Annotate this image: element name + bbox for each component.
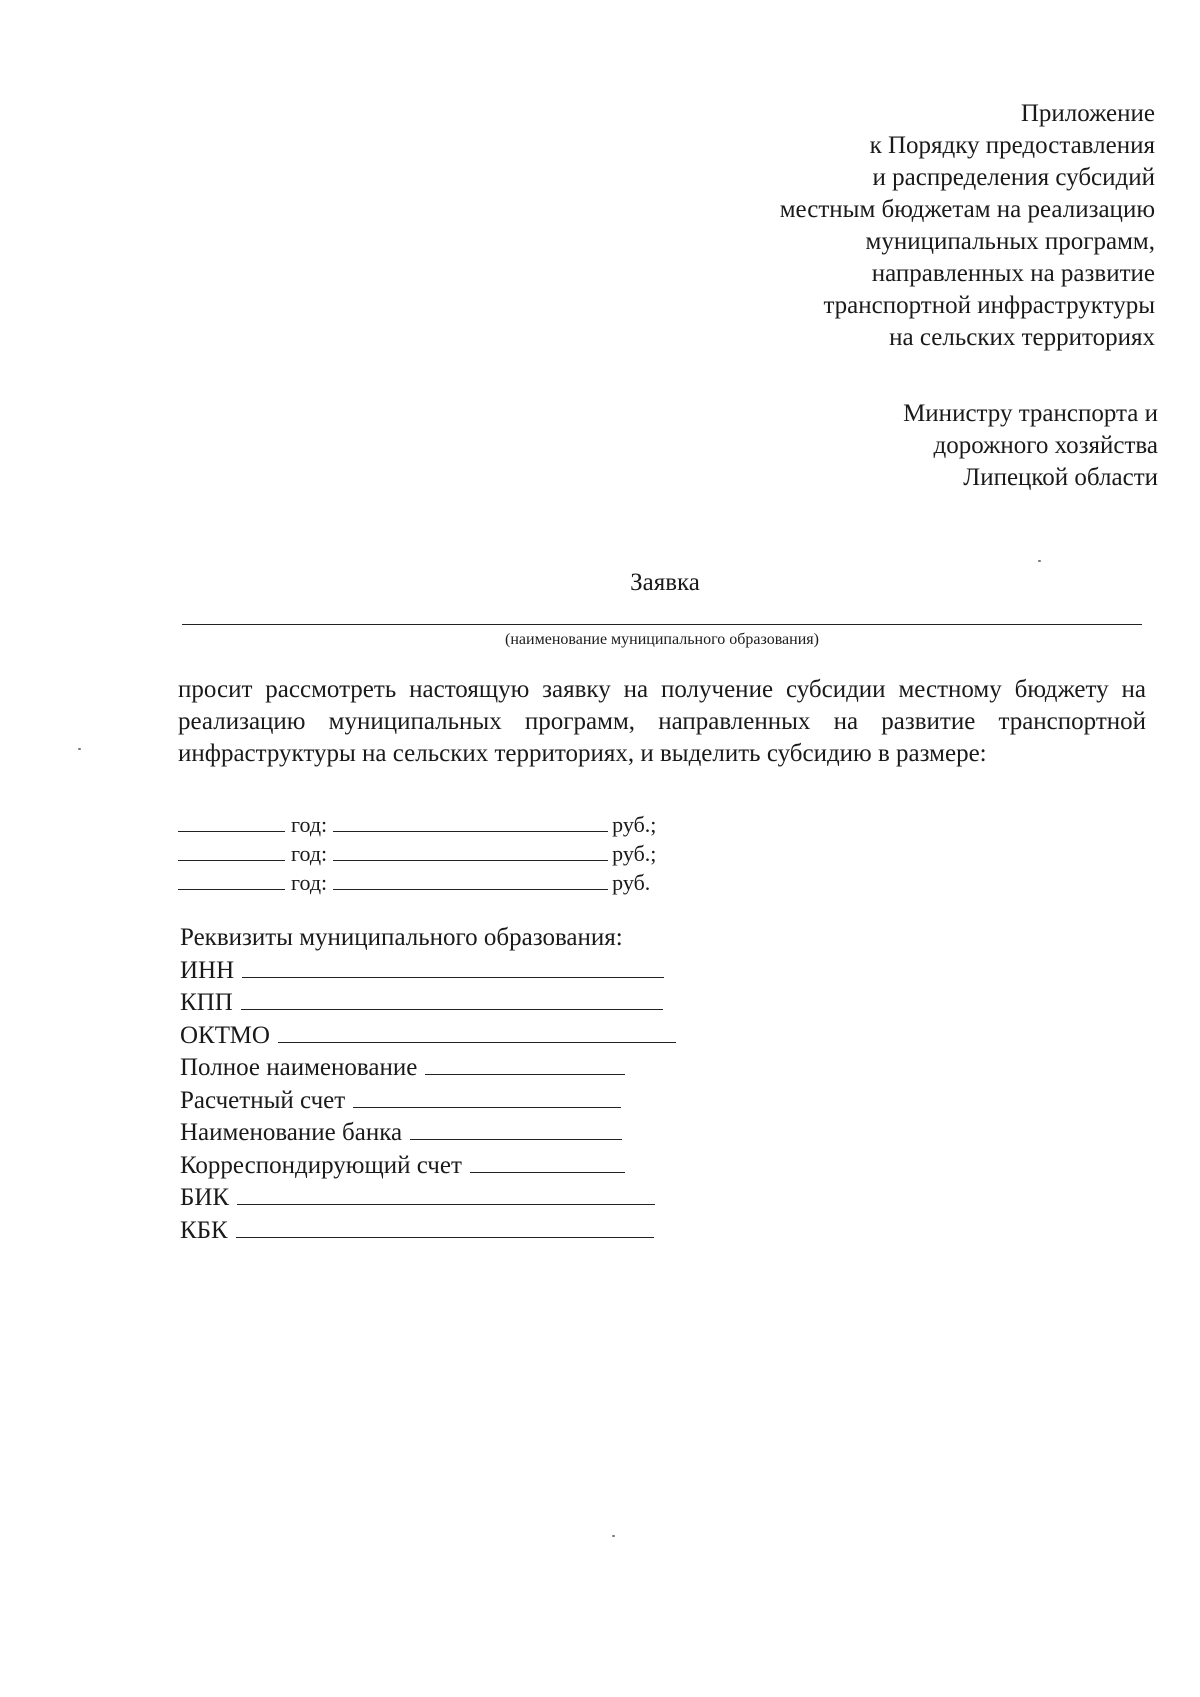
amount-row <box>178 839 656 868</box>
amount-row <box>178 868 656 897</box>
year-label: год: <box>291 870 328 895</box>
request-paragraph: просит рассмотреть настоящую заявку на получение субсидии местному бюджету на реализацию муниципальных программ, направленных на развитие транспортной инфраструктуры на сельских территориях, и выделить субсидию в размере: <box>178 676 1146 767</box>
addressee-block <box>758 398 1158 494</box>
requisite-inn <box>180 955 676 988</box>
requisite-full-name <box>180 1052 676 1085</box>
municipality-name-blank[interactable] <box>182 624 1142 625</box>
appendix-header <box>595 98 1155 354</box>
requisite-label: Наименование банка <box>180 1119 403 1146</box>
amount-row <box>178 810 656 839</box>
document-title: Заявка <box>630 569 700 596</box>
scan-speck <box>612 1535 615 1537</box>
sum-blank[interactable] <box>333 869 608 890</box>
year-blank[interactable] <box>178 840 285 861</box>
year-blank[interactable] <box>178 811 285 832</box>
appendix-line: транспортной инфраструктуры <box>823 292 1155 319</box>
requisite-label: КБК <box>180 1216 228 1244</box>
bik-blank[interactable] <box>237 1182 655 1205</box>
scan-speck <box>78 748 81 750</box>
currency-label: руб.; <box>612 812 657 837</box>
municipality-name-caption: (наименование муниципального образования) <box>505 631 819 648</box>
requisite-kbk <box>180 1215 676 1248</box>
sum-blank[interactable] <box>333 811 608 832</box>
currency-label: руб.; <box>612 841 657 866</box>
year-label: год: <box>291 812 328 837</box>
appendix-line: направленных на развитие <box>871 260 1155 287</box>
appendix-line: Приложение <box>1020 100 1155 127</box>
addressee-line: Министру транспорта и <box>903 400 1158 427</box>
requisite-label: Полное наименование <box>180 1054 418 1081</box>
currency-label: руб. <box>612 870 651 895</box>
inn-blank[interactable] <box>242 955 664 978</box>
appendix-line: на сельских территориях <box>889 324 1155 351</box>
requisite-label: ИНН <box>180 956 235 984</box>
kbk-blank[interactable] <box>236 1215 654 1238</box>
account-blank[interactable] <box>353 1085 621 1108</box>
requisite-bik <box>180 1182 676 1215</box>
year-label: год: <box>291 841 328 866</box>
kpp-blank[interactable] <box>241 987 663 1010</box>
addressee-line: Липецкой области <box>963 464 1158 491</box>
year-blank[interactable] <box>178 869 285 890</box>
requisite-corr-account <box>180 1150 676 1183</box>
scan-speck <box>1038 560 1041 562</box>
full-name-blank[interactable] <box>425 1052 625 1075</box>
requisite-kpp <box>180 987 676 1020</box>
addressee-line: дорожного хозяйства <box>933 432 1158 459</box>
appendix-line: к Порядку предоставления <box>869 132 1155 159</box>
appendix-line: и распределения субсидий <box>872 164 1155 191</box>
requisite-label: Расчетный счет <box>180 1086 346 1114</box>
requisite-label: КПП <box>180 989 233 1016</box>
requisite-label: БИК <box>180 1184 230 1211</box>
oktmo-blank[interactable] <box>278 1020 676 1043</box>
corr-account-blank[interactable] <box>470 1150 625 1173</box>
bank-name-blank[interactable] <box>410 1117 622 1140</box>
requisites-heading: Реквизиты муниципального образования: <box>180 924 623 951</box>
sum-blank[interactable] <box>333 840 608 861</box>
requisite-bank-name <box>180 1117 676 1150</box>
appendix-line: муниципальных программ, <box>865 228 1155 255</box>
amounts-list <box>178 810 656 897</box>
requisite-account <box>180 1085 676 1118</box>
appendix-line: местным бюджетам на реализацию <box>779 196 1155 223</box>
requisite-label: ОКТМО <box>180 1021 270 1049</box>
requisite-oktmo <box>180 1020 676 1053</box>
requisites-block <box>180 922 676 1247</box>
requisite-label: Корреспондирующий счет <box>180 1151 462 1179</box>
